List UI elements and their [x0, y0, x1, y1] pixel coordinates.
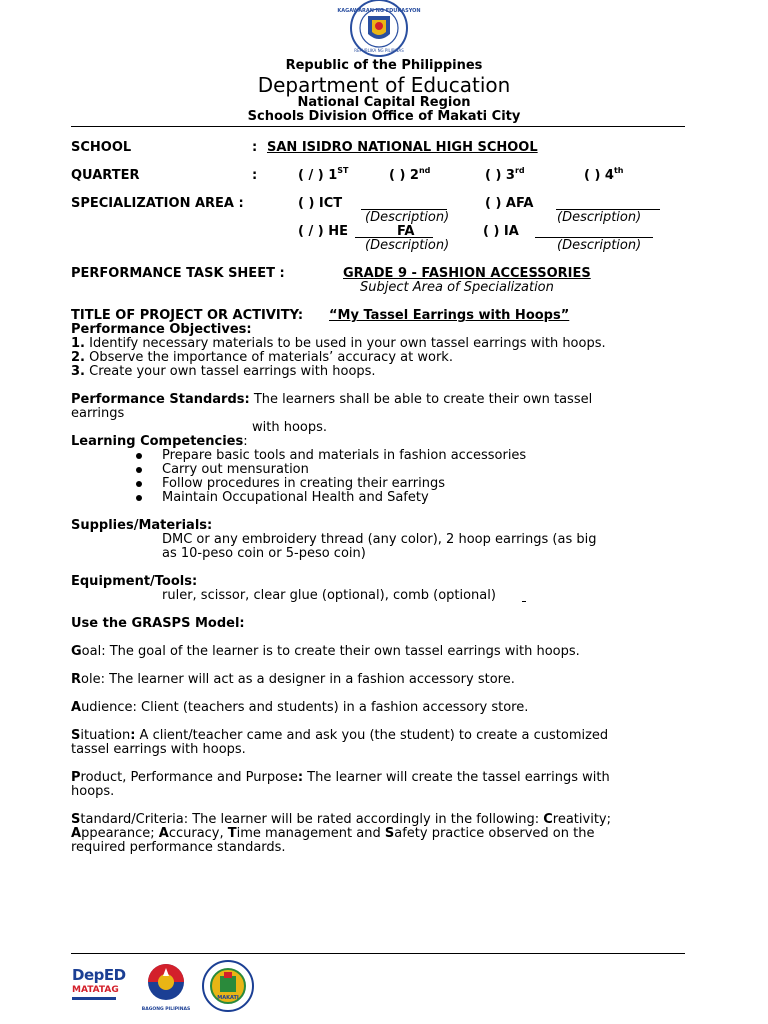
supplies-heading: Supplies/Materials:: [71, 518, 213, 533]
competency-item: Follow procedures in creating their earrings: [162, 476, 445, 491]
matatag-underline: [72, 997, 116, 1000]
grasps-product-cont: hoops.: [71, 784, 115, 799]
deped-logo-text: DepED: [72, 966, 126, 984]
deped-seal: [337, 0, 421, 58]
performance-standards-cont2: with hoops.: [252, 420, 328, 435]
quarter-label: QUARTER: [71, 168, 140, 183]
quarter-option-3[interactable]: ( ) 3rd: [485, 166, 525, 183]
task-sheet-value: GRADE 9 - FASHION ACCESSORIES: [343, 266, 591, 281]
task-sheet-subtitle: Subject Area of Specialization: [360, 280, 554, 295]
division-heading: Schools Division Office of Makati City: [247, 109, 521, 124]
footer-divider: [71, 953, 685, 954]
quarter-colon: :: [252, 168, 258, 183]
competency-item: Maintain Occupational Health and Safety: [162, 490, 429, 505]
school-colon: :: [252, 140, 258, 155]
objective-item: 1. Identify necessary materials to be used in your own tassel earrings with hoops.: [71, 336, 606, 351]
quarter-option-4[interactable]: ( ) 4th: [584, 166, 624, 183]
competencies-heading: Learning Competencies:: [71, 434, 248, 449]
competency-item: Carry out mensuration: [162, 462, 309, 477]
objective-item: 3. Create your own tassel earrings with hoops.: [71, 364, 376, 379]
supplies-text: DMC or any embroidery thread (any color), 2 hoop earrings (as big: [162, 532, 597, 547]
supplies-text-cont: as 10-peso coin or 5-peso coin): [162, 546, 366, 561]
competency-item: Prepare basic tools and materials in fashion accessories: [162, 448, 527, 463]
makati-division-seal: [200, 960, 256, 1012]
matatag-text: MATATAG: [72, 985, 119, 995]
project-title-value: “My Tassel Earrings with Hoops”: [329, 308, 570, 323]
spec-option-afa[interactable]: ( ) AFA: [485, 196, 534, 211]
grasps-standard-cont2: required performance standards.: [71, 840, 286, 855]
objectives-heading: Performance Objectives:: [71, 322, 252, 337]
grasps-audience: Audience: Client (teachers and students) in a fashion accessory store.: [71, 700, 529, 715]
ict-description: (Description): [365, 210, 450, 225]
header-divider: [71, 126, 685, 127]
performance-standards-cont: earrings: [71, 406, 125, 421]
he-value: FA: [397, 224, 415, 239]
task-sheet-label: PERFORMANCE TASK SHEET :: [71, 266, 285, 281]
grasps-situation: Situation: A client/teacher came and ask you (the student) to create a customized: [71, 728, 609, 743]
svg-text:KAGAWARAN NG EDUKASYON: KAGAWARAN NG EDUKASYON: [337, 8, 421, 14]
svg-text:REPUBLIKA NG PILIPINAS: REPUBLIKA NG PILIPINAS: [354, 48, 404, 53]
equipment-heading: Equipment/Tools:: [71, 574, 198, 589]
performance-standards: Performance Standards: The learners shall be able to create their own tassel: [71, 392, 593, 407]
school-label: SCHOOL: [71, 140, 132, 155]
grasps-role: Role: The learner will act as a designer in a fashion accessory store.: [71, 672, 515, 687]
region-heading: National Capital Region: [297, 95, 471, 110]
school-value: SAN ISIDRO NATIONAL HIGH SCHOOL: [267, 140, 538, 155]
grasps-standard-cont: Appearance; Accuracy, Time management and Safety practice observed on the: [71, 826, 595, 841]
deped-matatag-logo: [72, 966, 130, 1008]
grasps-product: Product, Performance and Purpose: The learner will create the tassel earrings with: [71, 770, 610, 785]
bullet-icon: [136, 467, 142, 473]
department-heading: Department of Education: [257, 73, 511, 97]
bullet-icon: [136, 481, 142, 487]
grasps-goal: Goal: The goal of the learner is to create their own tassel earrings with hoops.: [71, 644, 580, 659]
spec-option-ict[interactable]: ( ) ICT: [298, 196, 343, 211]
afa-description: (Description): [557, 210, 642, 225]
ia-description: (Description): [557, 238, 642, 253]
equipment-text: ruler, scissor, clear glue (optional), comb (optional): [162, 588, 496, 603]
grasps-standard: Standard/Criteria: The learner will be rated accordingly in the following: Creativity;: [71, 812, 611, 827]
republic-heading: Republic of the Philippines: [285, 58, 483, 73]
bagong-pilipinas-text: BAGONG PILIPINAS: [141, 1007, 191, 1012]
afa-blank: [556, 197, 660, 210]
spec-option-he[interactable]: ( / ) HE: [298, 224, 348, 239]
equipment-blank: [522, 589, 526, 602]
quarter-option-1[interactable]: ( / ) 1ST: [298, 166, 349, 183]
grasps-situation-cont: tassel earrings with hoops.: [71, 742, 246, 757]
ict-blank: [361, 197, 447, 210]
objective-item: 2. Observe the importance of materials’ accuracy at work.: [71, 350, 453, 365]
grasps-heading: Use the GRASPS Model:: [71, 616, 245, 631]
specialization-label: SPECIALIZATION AREA :: [71, 196, 244, 211]
he-blank: [355, 225, 433, 238]
project-title-label: TITLE OF PROJECT OR ACTIVITY:: [71, 308, 304, 323]
he-description: (Description): [365, 238, 450, 253]
bagong-pilipinas-logo: [138, 962, 194, 1012]
quarter-option-2[interactable]: ( ) 2nd: [389, 166, 431, 183]
spec-option-ia[interactable]: ( ) IA: [483, 224, 519, 239]
bullet-icon: [136, 495, 142, 501]
bullet-icon: [136, 453, 142, 459]
makati-seal-text: MAKATI: [217, 995, 239, 1001]
ia-blank: [535, 225, 653, 238]
